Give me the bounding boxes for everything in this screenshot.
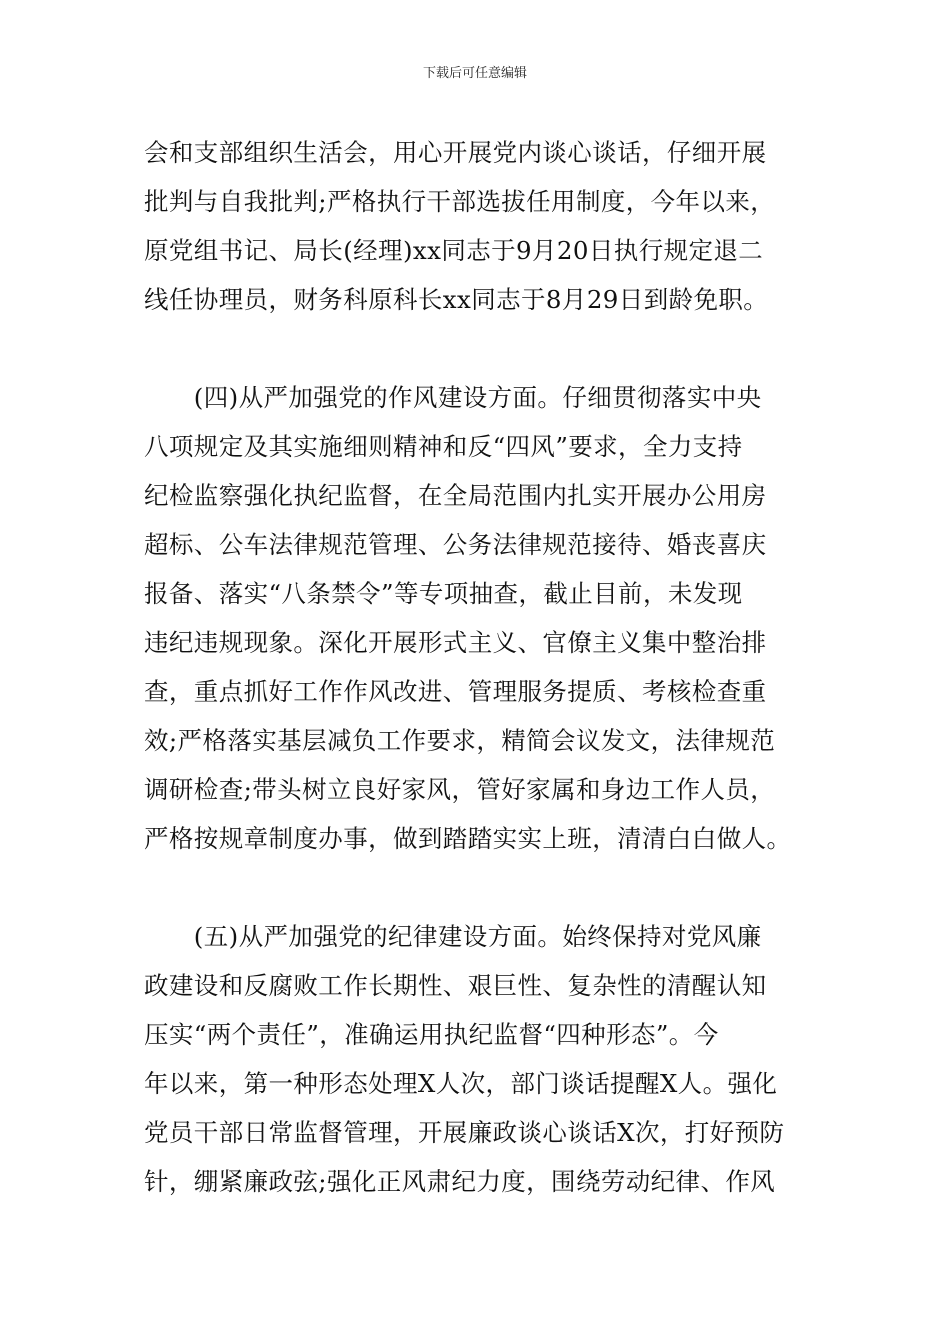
text-line: 党员干部日常监督管理，开展廉政谈心谈话X次，打好预防 <box>144 1118 785 1147</box>
text-line: 八项规定及其实施细则精神和反“四风”要求，全力支持 <box>144 432 743 461</box>
text-line: 年以来，第一种形态处理X人次，部门谈话提醒X人。强化 <box>144 1069 778 1098</box>
paragraph-2 <box>144 373 814 863</box>
text-line: 纪检监察强化执纪监督，在全局范围内扎实开展办公用房 <box>144 481 767 510</box>
text-line: 查，重点抓好工作作风改进、管理服务提质、考核检查重 <box>144 677 767 706</box>
text-line: 针，绷紧廉政弦;强化正风肃纪力度，围绕劳动纪律、作风 <box>144 1167 776 1196</box>
text-line: 政建设和反腐败工作长期性、艰巨性、复杂性的清醒认知 <box>144 971 767 1000</box>
text-line: 违纪违规现象。深化开展形式主义、官僚主义集中整治排 <box>144 628 767 657</box>
text-line: (四)从严加强党的作风建设方面。仔细贯彻落实中央 <box>144 383 762 412</box>
text-line: 会和支部组织生活会，用心开展党内谈心谈话，仔细开展 <box>144 138 767 167</box>
paragraph-1 <box>144 128 814 324</box>
text-line: 调研检查;带头树立良好家风，管好家属和身边工作人员， <box>144 775 776 804</box>
text-line: 严格按规章制度办事，做到踏踏实实上班，清清白白做人。 <box>144 824 792 853</box>
text-line: 超标、公车法律规范管理、公务法律规范接待、婚丧喜庆 <box>144 530 767 559</box>
text-line: 原党组书记、局长(经理)xx同志于9月20日执行规定退二 <box>144 236 764 265</box>
document-body <box>144 128 814 1206</box>
page-header-note: 下载后可任意编辑 <box>422 66 527 81</box>
paragraph-gap <box>144 863 814 912</box>
text-line: 批判与自我批判;严格执行干部选拔任用制度，今年以来， <box>144 187 776 216</box>
text-line: (五)从严加强党的纪律建设方面。始终保持对党风廉 <box>144 922 762 951</box>
paragraph-3 <box>144 912 814 1206</box>
text-line: 线任协理员，财务科原科长xx同志于8月29日到龄免职。 <box>144 285 769 314</box>
text-line: 压实“两个责任”，准确运用执纪监督“四种形态”。今 <box>144 1020 719 1049</box>
text-line: 报备、落实“八条禁令”等专项抽查，截止目前，未发现 <box>144 579 743 608</box>
paragraph-gap <box>144 324 814 373</box>
text-line: 效;严格落实基层减负工作要求，精简会议发文，法律规范 <box>144 726 776 755</box>
